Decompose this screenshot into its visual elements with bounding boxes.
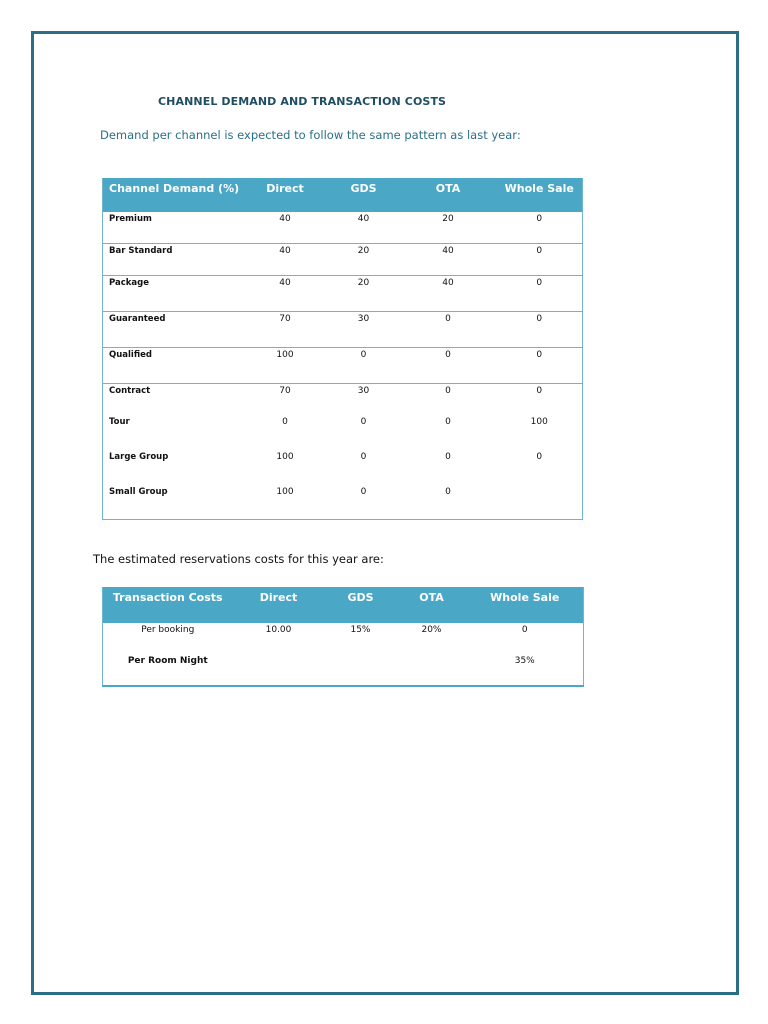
table-header-row (103, 178, 583, 212)
table-cell: 20 (328, 244, 400, 276)
table-cell: 0 (445, 417, 451, 427)
column-header: Whole Sale (497, 178, 583, 212)
column-header: OTA (397, 587, 467, 623)
column-header: Transaction Costs (103, 587, 233, 623)
table-cell: 0 (445, 452, 451, 462)
table-cell: 0 (497, 276, 583, 312)
table-cell: 0 (536, 386, 543, 396)
table-cell: 0 (445, 487, 451, 497)
table-cell: 20 (328, 276, 400, 312)
table-row (103, 623, 584, 654)
transaction-costs-table (102, 587, 584, 687)
table-cell: 100 (276, 452, 294, 462)
table-cell: 40 (243, 276, 328, 312)
table-cell: 40 (400, 244, 497, 276)
table-cell: 20% (421, 625, 442, 635)
table-header-row (103, 587, 584, 623)
row-label: Per booking (141, 625, 195, 635)
table-row (103, 244, 583, 276)
table-row (103, 384, 583, 416)
table-cell: 70 (279, 386, 291, 396)
table-cell: 0 (497, 348, 583, 384)
table-row (103, 654, 584, 686)
table-cell: 100 (530, 417, 548, 427)
column-header: Whole Sale (467, 587, 584, 623)
row-label: Large Group (109, 452, 169, 462)
table-cell (497, 485, 583, 520)
table-cell: 40 (328, 212, 400, 244)
table-row (103, 348, 583, 384)
table-cell: 0 (360, 417, 367, 427)
table-cell: 100 (276, 487, 294, 497)
row-label: Package (103, 276, 243, 312)
row-label: Bar Standard (103, 244, 243, 276)
table-row (103, 485, 583, 520)
table-cell: 70 (243, 312, 328, 348)
row-label: Guaranteed (103, 312, 243, 348)
column-header: GDS (325, 587, 397, 623)
table-cell: 0 (282, 417, 288, 427)
row-label: Contract (109, 386, 151, 396)
table-cell: 0 (536, 452, 543, 462)
table-cell: 0 (328, 348, 400, 384)
column-header: GDS (328, 178, 400, 212)
table-cell: 15% (350, 625, 371, 635)
column-header: Channel Demand (%) (103, 178, 243, 212)
column-header: Direct (243, 178, 328, 212)
table-cell (397, 654, 467, 686)
table-cell: 40 (400, 276, 497, 312)
table-cell: 40 (243, 244, 328, 276)
table-cell: 0 (445, 386, 451, 396)
table-cell: 0 (521, 625, 528, 635)
table-cell: 40 (243, 212, 328, 244)
table-row (103, 450, 583, 485)
column-header: Direct (233, 587, 325, 623)
table-cell: 0 (497, 212, 583, 244)
column-header: OTA (400, 178, 497, 212)
table-cell: 0 (497, 312, 583, 348)
table-cell: 0 (360, 452, 367, 462)
row-label: Premium (103, 212, 243, 244)
table-cell: 35% (514, 656, 535, 666)
table-row (103, 212, 583, 244)
row-label: Small Group (109, 487, 168, 497)
table-cell: 30 (357, 386, 370, 396)
table-cell: 0 (400, 312, 497, 348)
table-row (103, 312, 583, 348)
table-cell: 0 (400, 348, 497, 384)
row-label: Qualified (103, 348, 243, 384)
channel-demand-table (102, 178, 583, 520)
table-cell: 0 (360, 487, 367, 497)
demand-intro-text: Demand per channel is expected to follow the same pattern as last year: (100, 128, 521, 142)
table-cell: 10.00 (265, 625, 292, 635)
table-cell (325, 654, 397, 686)
table-cell: 20 (400, 212, 497, 244)
table-cell: 100 (243, 348, 328, 384)
document-title: CHANNEL DEMAND AND TRANSACTION COSTS (158, 95, 447, 108)
table-row (103, 276, 583, 312)
table-cell: 0 (497, 244, 583, 276)
costs-intro-text: The estimated reservations costs for this year are: (93, 552, 384, 566)
table-row (103, 415, 583, 450)
row-label: Per Room Night (127, 656, 208, 666)
table-cell: 30 (328, 312, 400, 348)
table-cell (233, 654, 325, 686)
row-label: Tour (109, 417, 130, 427)
